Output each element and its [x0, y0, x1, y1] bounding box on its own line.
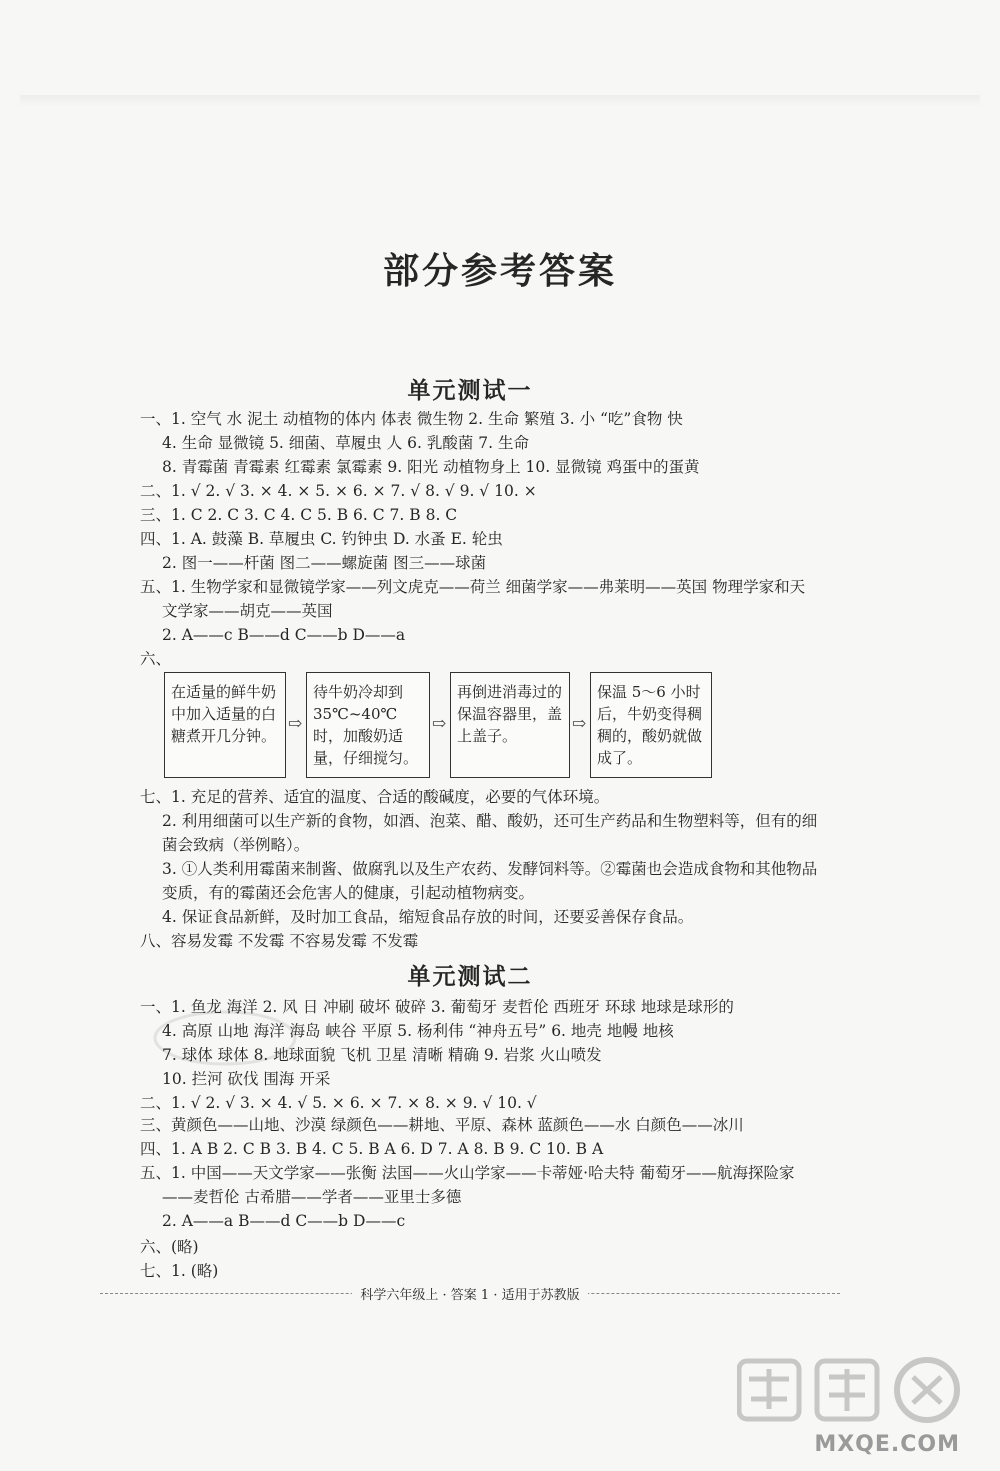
footer-label: 科学六年级上 · 答案 1 · 适用于苏教版 — [352, 1288, 587, 1303]
unit1-line: 六、 — [140, 650, 172, 668]
unit1-line: 二、1. √ 2. √ 3. × 4. × 5. × 6. × 7. √ 8. √ 9. √ 10. × — [140, 482, 537, 500]
watermark-logo — [737, 1355, 962, 1425]
arrow-icon: ⇨ — [288, 714, 303, 734]
arrow-icon: ⇨ — [432, 714, 447, 734]
unit1-line: 4. 保证食品新鲜，及时加工食品，缩短食品存放的时间，还要妥善保存食品。 — [162, 908, 694, 926]
unit1-line: 2. A——c B——d C——b D——a — [162, 626, 406, 644]
page-title: 部分参考答案 — [382, 250, 617, 292]
flow-step-3: 再倒进消毒过的保温容器里，盖上盖子。 — [450, 672, 570, 778]
scan-artifact — [20, 95, 980, 107]
unit1-line: 八、容易发霉 不发霉 不容易发霉 不发霉 — [140, 932, 419, 950]
unit1-line: 四、1. A. 鼓藻 B. 草履虫 C. 钓钟虫 D. 水蚤 E. 轮虫 — [140, 530, 503, 548]
yogurt-flowchart — [164, 672, 824, 780]
unit2-line: 二、1. √ 2. √ 3. × 4. √ 5. × 6. × 7. × 8. × 9. √ 10. √ — [140, 1094, 537, 1112]
flow-step-1: 在适量的鲜牛奶中加入适量的白糖煮开几分钟。 — [164, 672, 286, 778]
watermark-url: MXQE.COM — [814, 1432, 960, 1457]
unit1-line: 一、1. 空气 水 泥土 动植物的体内 体表 微生物 2. 生命 繁殖 3. 小 “吃”食物 快 — [140, 410, 683, 428]
unit1-line: 4. 生命 显微镜 5. 细菌、草履虫 人 6. 乳酸菌 7. 生命 — [162, 434, 529, 452]
unit1-title: 单元测试一 — [407, 377, 533, 404]
unit1-line: 菌会致病（举例略）。 — [162, 836, 310, 854]
unit2-line: 2. A——a B——d C——b D——c — [162, 1212, 406, 1230]
unit1-line: 七、1. 充足的营养、适宜的温度、合适的酸碱度，必要的气体环境。 — [140, 788, 610, 806]
unit2-line: 五、1. 中国——天文学家——张衡 法国——火山学家——卡蒂娅·哈夫特 葡萄牙——航海探险家 — [140, 1164, 795, 1182]
unit1-line: 2. 图一——杆菌 图二——螺旋菌 图三——球菌 — [162, 554, 487, 572]
unit2-line: ——麦哲伦 古希腊——学者——亚里士多德 — [162, 1188, 462, 1206]
unit1-line: 变质，有的霉菌还会危害人的健康，引起动植物病变。 — [162, 884, 535, 902]
footer-text — [0, 1284, 940, 1303]
unit2-title: 单元测试二 — [407, 963, 533, 990]
unit1-line: 2. 利用细菌可以生产新的食物，如酒、泡菜、醋、酸奶，还可生产药品和生物塑料等，但有的细 — [162, 812, 818, 830]
flow-step-2: 待牛奶冷却到35℃~40℃时，加酸奶适量，仔细搅匀。 — [306, 672, 430, 778]
unit1-line: 8. 青霉菌 青霉素 红霉素 氯霉素 9. 阳光 动植物身上 10. 显微镜 鸡蛋中的蛋黄 — [162, 458, 700, 476]
unit1-line: 三、1. C 2. C 3. C 4. C 5. B 6. C 7. B 8. C — [140, 506, 458, 524]
arrow-icon: ⇨ — [572, 714, 587, 734]
unit2-line: 一、1. 鱼龙 海洋 2. 风 日 冲刷 破坏 破碎 3. 葡萄牙 麦哲伦 西班牙 环球 地球是球形的 — [140, 998, 734, 1016]
unit2-line: 七、1. (略) — [140, 1262, 219, 1280]
unit2-line: 三、黄颜色——山地、沙漠 绿颜色——耕地、平原、森林 蓝颜色——水 白颜色——冰川 — [140, 1116, 744, 1134]
unit2-line: 10. 拦河 砍伐 围海 开采 — [162, 1070, 331, 1088]
flow-step-4: 保温 5～6 小时后，牛奶变得稠稠的，酸奶就做成了。 — [590, 672, 712, 778]
unit1-line: 文学家——胡克——英国 — [162, 602, 333, 620]
unit1-line: 五、1. 生物学家和显微镜学家——列文虎克——荷兰 细菌学家——弗莱明——英国 物理学家和天 — [140, 578, 806, 596]
unit2-line: 4. 高原 山地 海洋 海岛 峡谷 平原 5. 杨利伟 “神舟五号” 6. 地壳 地幔 地核 — [162, 1022, 674, 1040]
unit2-line: 六、(略) — [140, 1238, 199, 1256]
unit1-line: 3. ①人类利用霉菌来制酱、做腐乳以及生产农药、发酵饲料等。②霉菌也会造成食物和其他物品 — [162, 860, 818, 878]
unit2-line: 7. 球体 球体 8. 地球面貌 飞机 卫星 清晰 精确 9. 岩浆 火山喷发 — [162, 1046, 602, 1064]
unit2-line: 四、1. A B 2. C B 3. B 4. C 5. B A 6. D 7. A 8. B 9. C 10. B A — [140, 1140, 604, 1158]
